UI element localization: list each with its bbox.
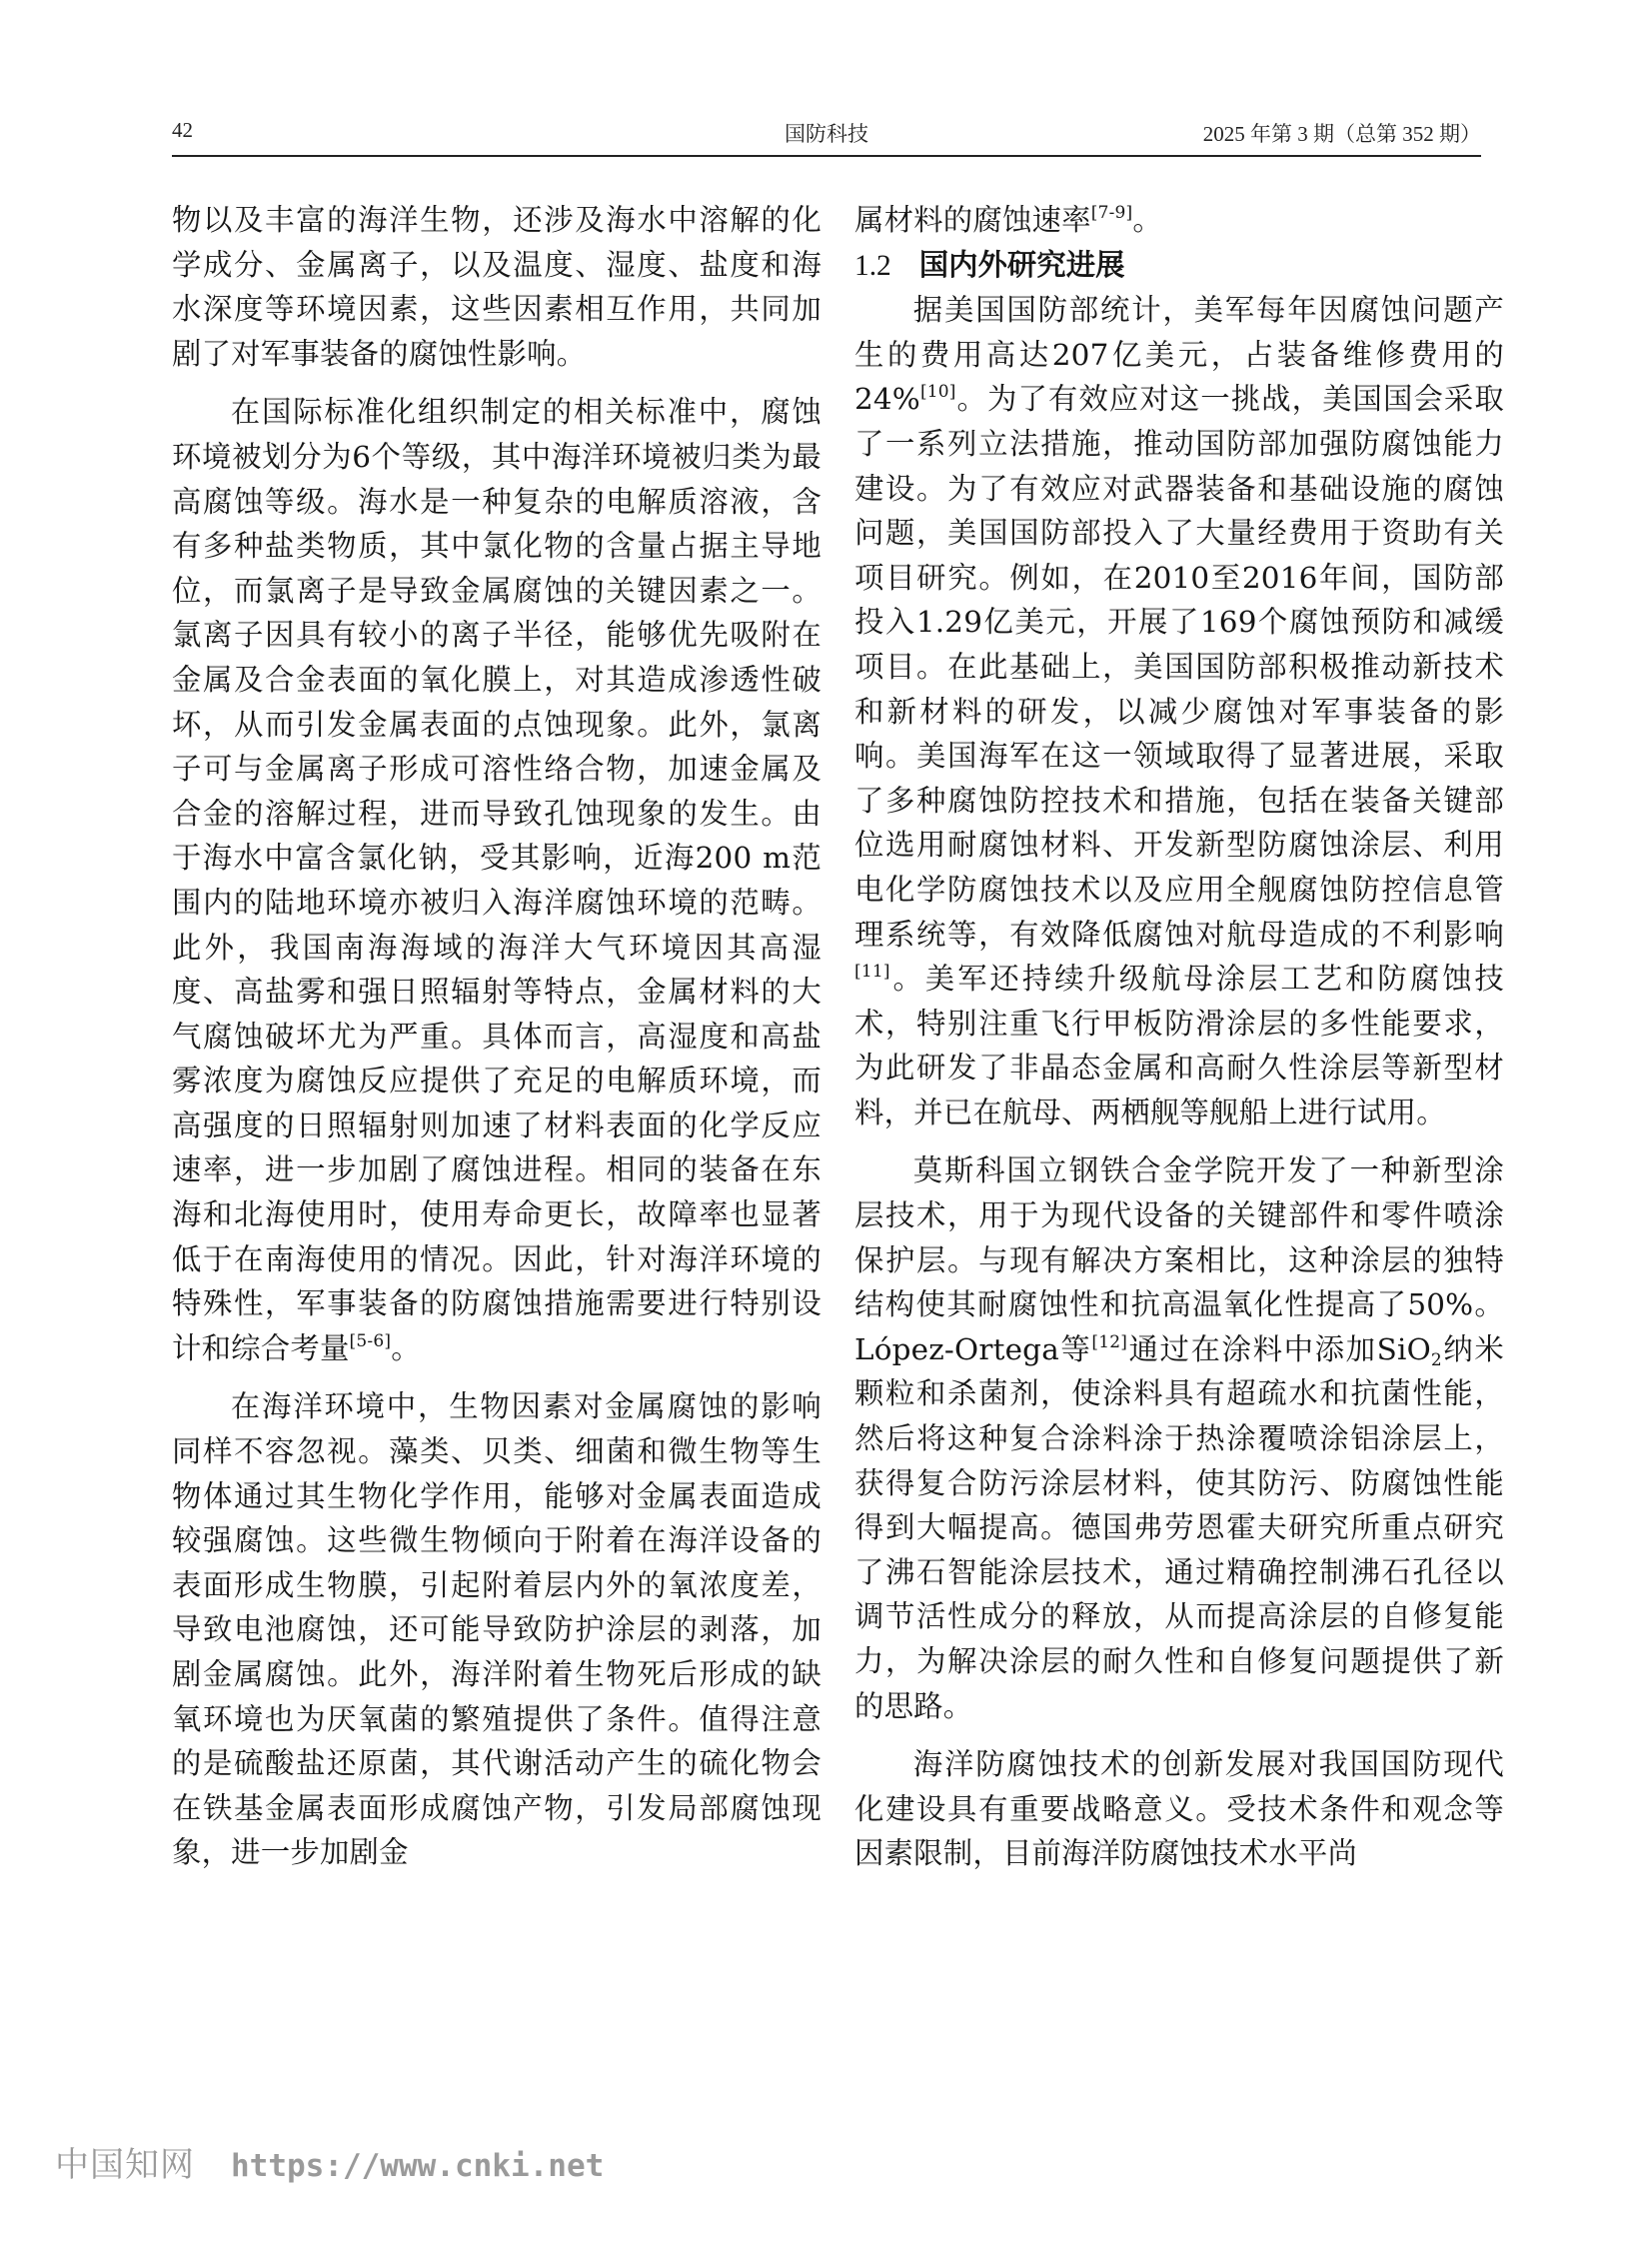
subscript-2: 2	[1430, 1349, 1442, 1370]
right-p2-a: 据美国国防部统计，美军每年因腐蚀问题产生的费用高达207亿美元，占装备维修费用的24%	[854, 293, 1504, 417]
page-header	[172, 112, 1481, 158]
right-column	[854, 198, 1504, 1876]
left-paragraph-3: 在海洋环境中，生物因素对金属腐蚀的影响同样不容忽视。藻类、贝类、细菌和微生物等生物体通过其生物化学作用，能够对金属表面造成较强腐蚀。这些微生物倾向于附着在海洋设备的表面形成生物膜，引起附着层内外的氧浓度差，导致电池腐蚀，还可能导致防护涂层的剥落，加剧金属腐蚀。此外，海洋附着生物死后形成的缺氧环境也为厌氧菌的繁殖提供了条件。值得注意的是硫酸盐还原菌，其代谢活动产生的硫化物会在铁基金属表面形成腐蚀产物，引发局部腐蚀现象，进一步加剧金	[172, 1389, 822, 1870]
page-number: 42	[172, 118, 193, 142]
right-paragraph-4: 海洋防腐蚀技术的创新发展对我国国防现代化建设具有重要战略意义。受技术条件和观念等因素限制，目前海洋防腐蚀技术水平尚	[854, 1747, 1504, 1871]
right-paragraph-1	[854, 198, 1504, 243]
cnki-watermark	[55, 2137, 604, 2197]
right-p3-a: 莫斯科国立钢铁合金学院开发了一种新型涂层技术，用于为现代设备的关键部件和零件喷涂保护层。与现有解决方案相比，这种涂层的独特结构使其耐腐蚀性和抗高温氧化性提高了50%。López-Ortega等	[854, 1153, 1504, 1366]
right-p3-b: 通过在涂料中添加SiO	[1127, 1331, 1431, 1366]
right-p3-c: 纳米颗粒和杀菌剂，使涂料具有超疏水和抗菌性能，然后将这种复合涂料涂于热涂覆喷涂铝涂层上，获得复合防污涂层材料，使其防污、防腐蚀性能得到大幅提高。德国弗劳恩霍夫研究所重点研究了沸石智能涂层技术，通过精确控制沸石孔径以调节活性成分的释放，从而提高涂层的自修复能力，为解决涂层的耐久性和自修复问题提供了新的思路。	[854, 1331, 1504, 1723]
left-p2-text: 在国际标准化组织制定的相关标准中，腐蚀环境被划分为6个等级，其中海洋环境被归类为最高腐蚀等级。海水是一种复杂的电解质溶液，含有多种盐类物质，其中氯化物的含量占据主导地位，而氯离子是导致金属腐蚀的关键因素之一。氯离子因具有较小的离子半径，能够优先吸附在金属及合金表面的氧化膜上，对其造成渗透性破坏，从而引发金属表面的点蚀现象。此外，氯离子可与金属离子形成可溶性络合物，加速金属及合金的溶解过程，进而导致孔蚀现象的发生。由于海水中富含氯化钠，受其影响，近海200 m范围内的陆地环境亦被归入海洋腐蚀环境的范畴。此外，我国南海海域的海洋大气环境因其高湿度、高盐雾和强日照辐射等特点，金属材料的大气腐蚀破坏尤为严重。具体而言，高湿度和高盐雾浓度为腐蚀反应提供了充足的电解质环境，而高强度的日照辐射则加速了材料表面的化学反应速率，进一步加剧了腐蚀进程。相同的装备在东海和北海使用时，使用寿命更长，故障率也显著低于在南海使用的情况。因此，针对海洋环境的特殊性，军事装备的防腐蚀措施需要进行特别设计和综合考量	[172, 395, 822, 1365]
right-paragraph-3	[854, 1148, 1504, 1728]
citation-10: [10]	[919, 382, 956, 403]
citation-7-9: [7-9]	[1090, 203, 1133, 223]
section-heading	[854, 243, 1504, 289]
cnki-url[interactable]: https://www.cnki.net	[231, 2148, 605, 2184]
header-rule	[172, 155, 1481, 157]
journal-name: 国防科技	[785, 122, 868, 146]
left-column	[172, 198, 822, 1875]
section-number: 1.2	[854, 249, 891, 282]
section-title: 国内外研究进展	[918, 247, 1125, 282]
citation-11: [11]	[854, 962, 890, 983]
right-p2-c: 。美军还持续升级航母涂层工艺和防腐蚀技术，特别注重飞行甲板防滑涂层的多性能要求，为此研发了非晶态金属和高耐久性涂层等新型材料，并已在航母、两栖舰等舰船上进行试用。	[854, 962, 1504, 1129]
right-p2-b: 。为了有效应对这一挑战，美国国会采取了一系列立法措施，推动国防部加强防腐蚀能力建设。为了有效应对武器装备和基础设施的腐蚀问题，美国国防部投入了大量经费用于资助有关项目研究。例如，在2010至2016年间，国防部投入1.29亿美元，开展了169个腐蚀预防和减缓项目。在此基础上，美国国防部积极推动新技术和新材料的研发，以减少腐蚀对军事装备的影响。美国海军在这一领域取得了显著进展，采取了多种腐蚀防控技术和措施，包括在装备关键部位选用耐腐蚀材料、开发新型防腐蚀涂层、利用电化学防腐蚀技术以及应用全舰腐蚀防控信息管理系统等，有效降低腐蚀对航母造成的不利影响	[854, 382, 1504, 952]
right-paragraph-2	[854, 288, 1504, 1134]
left-p2-end: 。	[391, 1330, 421, 1365]
citation-5-6: [5-6]	[349, 1330, 392, 1351]
left-paragraph-2	[172, 390, 822, 1370]
issue-info: 2025 年第 3 期（总第 352 期）	[1202, 122, 1481, 146]
left-paragraph-1: 物以及丰富的海洋生物，还涉及海水中溶解的化学成分、金属离子，以及温度、湿度、盐度和海水深度等环境因素，这些因素相互作用，共同加剧了对军事装备的腐蚀性影响。	[172, 203, 822, 371]
citation-12: [12]	[1091, 1331, 1128, 1352]
right-p1-text: 属材料的腐蚀速率	[854, 203, 1091, 237]
right-p1-end: 。	[1132, 203, 1162, 237]
cnki-logo-text: 中国知网	[55, 2145, 195, 2185]
